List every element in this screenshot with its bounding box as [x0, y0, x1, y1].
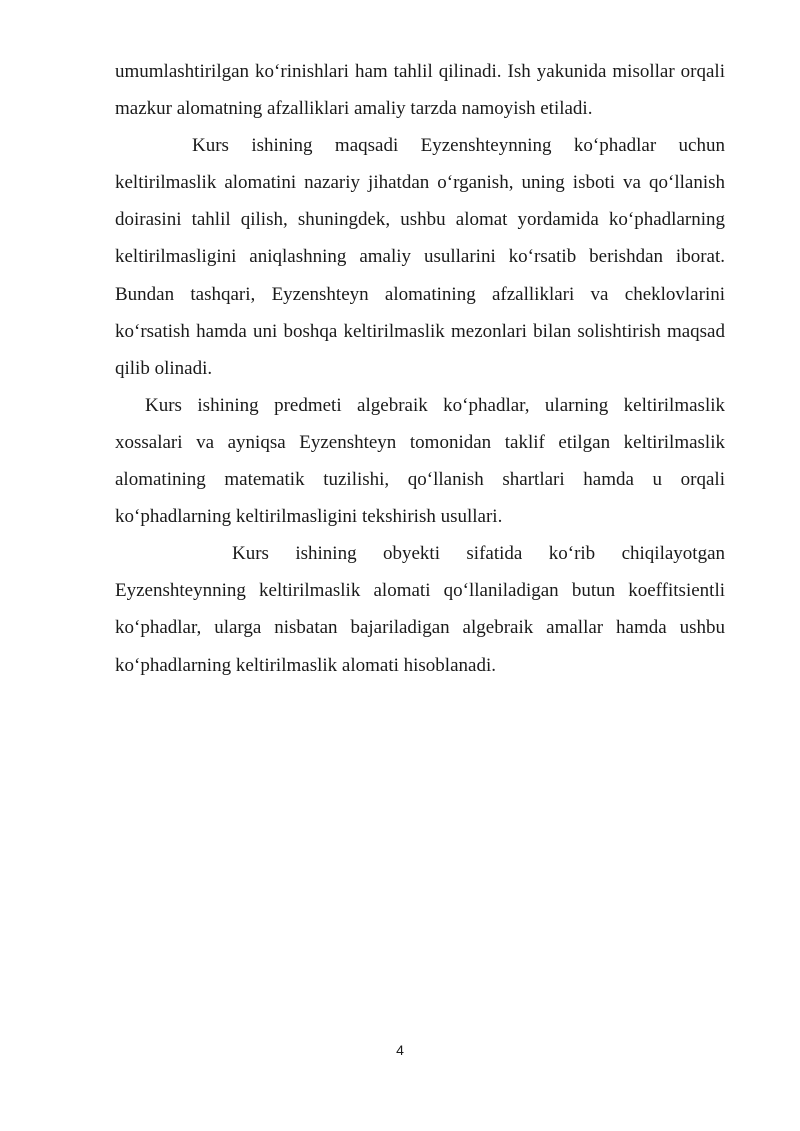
page-number: 4 — [396, 1042, 404, 1058]
paragraph-subject: Kurs ishining predmeti algebraik ko‘phadlar, ularning keltirilmaslik xossalari va ayniqsa Eyzenshteyn tomonidan taklif etilgan keltirilmaslik alomatining matematik tuzilishi, qo‘llanish shartlari hamda u orqali ko‘phadlarning keltirilmasligini tekshirish usullari. — [115, 394, 725, 528]
document-body — [115, 53, 725, 684]
paragraph-purpose: Kurs ishining maqsadi Eyzenshteynning ko‘phadlar uchun keltirilmaslik alomatini nazariy jihatdan o‘rganish, uning isboti va qo‘llanish doirasini tahlil qilish, shuningdek, ushbu alomat yordamida ko‘phadlarning keltirilmasligini aniqlashning amaliy usullarini ko‘rsatib berishdan iborat. Bundan tashqari, Eyzenshteyn alomatining afzalliklari va cheklovlarini ko‘rsatish hamda uni boshqa keltirilmaslik mezonlari bilan solishtirish maqsad qilib olinadi. — [115, 135, 725, 379]
paragraph-intro-continuation: umumlashtirilgan ko‘rinishlari ham tahlil qilinadi. Ish yakunida misollar orqali mazkur alomatning afzalliklari amaliy tarzda namoyish etiladi. — [115, 61, 725, 120]
paragraph-object: Kurs ishining obyekti sifatida ko‘rib chiqilayotgan Eyzenshteynning keltirilmaslik alomati qo‘llaniladigan butun koeffitsientli ko‘phadlar, ularga nisbatan bajariladigan algebraik amallar hamda ushbu ko‘phadlarning keltirilmaslik alomati hisoblanadi. — [115, 543, 725, 676]
